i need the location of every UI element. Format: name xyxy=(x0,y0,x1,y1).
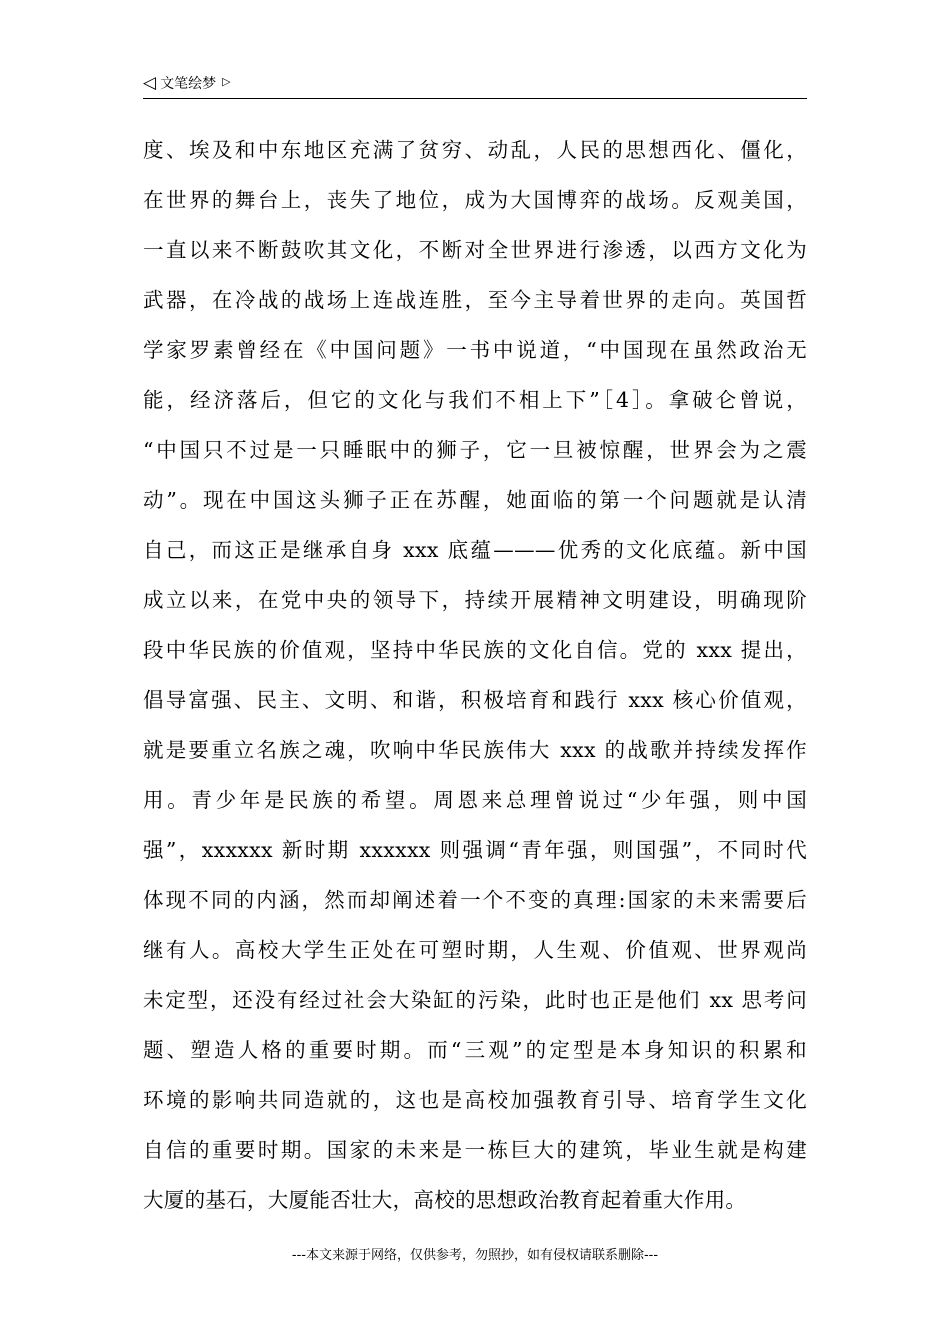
footer-disclaimer: ---本文来源于网络，仅供参考，勿照抄，如有侵权请联系删除--- xyxy=(291,1248,659,1263)
text-line: 能，经济落后，但它的文化与我们不相上下”［4］。拿破仑曾说， xyxy=(143,388,807,412)
text-line: 体现不同的内涵，然而却阐述着一个不变的真理:国家的未来需要后 xyxy=(143,888,807,912)
text-line: “中国只不过是一只睡眠中的狮子，它一旦被惊醒，世界会为之震 xyxy=(143,438,807,462)
text-line: 就是要重立名族之魂，吹响中华民族伟大 xxx 的战歌并持续发挥作 xyxy=(143,738,807,762)
text-line: 在世界的舞台上，丧失了地位，成为大国博弈的战场。反观美国， xyxy=(143,188,807,212)
text-line: 用。青少年是民族的希望。周恩来总理曾说过“少年强，则中国 xyxy=(143,788,807,812)
text-line: 度、埃及和中东地区充满了贫穷、动乱，人民的思想西化、僵化， xyxy=(143,138,807,162)
text-line: 题、塑造人格的重要时期。而“三观”的定型是本身知识的积累和 xyxy=(143,1038,807,1062)
text-line: 成立以来，在党中央的领导下，持续开展精神文明建设，明确现阶 xyxy=(143,588,807,612)
right-triangle-icon: ▷ xyxy=(222,75,231,88)
text-line: 大厦的基石，大厦能否壮大，高校的思想政治教育起着重大作用。 xyxy=(143,1188,747,1212)
text-line: 环境的影响共同造就的，这也是高校加强教育引导、培育学生文化 xyxy=(143,1088,807,1112)
header-title: 文笔绘梦 xyxy=(160,76,217,92)
text-line: 未定型，还没有经过社会大染缸的污染，此时也正是他们 xx 思考问 xyxy=(143,988,807,1012)
text-line: 武器，在冷战的战场上连战连胜，至今主导着世界的走向。英国哲 xyxy=(143,288,807,312)
body-text xyxy=(143,125,807,1225)
text-line: 学家罗素曾经在《中国问题》一书中说道，“中国现在虽然政治无 xyxy=(143,338,807,362)
text-line: 动”。现在中国这头狮子正在苏醒，她面临的第一个问题就是认清 xyxy=(143,488,807,512)
page-header xyxy=(143,74,807,99)
left-triangle-icon: ◁ xyxy=(143,73,157,93)
text-line: 自己，而这正是继承自身 xxx 底蕴———优秀的文化底蕴。新中国 xyxy=(143,538,807,562)
text-line: 继有人。高校大学生正处在可塑时期，人生观、价值观、世界观尚 xyxy=(143,938,807,962)
text-line: 一直以来不断鼓吹其文化，不断对全世界进行渗透，以西方文化为 xyxy=(143,238,807,262)
text-line: 自信的重要时期。国家的未来是一栋巨大的建筑，毕业生就是构建 xyxy=(143,1138,807,1162)
text-line: 倡导富强、民主、文明、和谐，积极培育和践行 xxx 核心价值观， xyxy=(143,688,807,712)
text-line: 强”，xxxxxx 新时期 xxxxxx 则强调“青年强，则国强”，不同时代 xyxy=(143,838,807,862)
text-line: 段中华民族的价值观，坚持中华民族的文化自信。党的 xxx 提出， xyxy=(143,638,807,662)
